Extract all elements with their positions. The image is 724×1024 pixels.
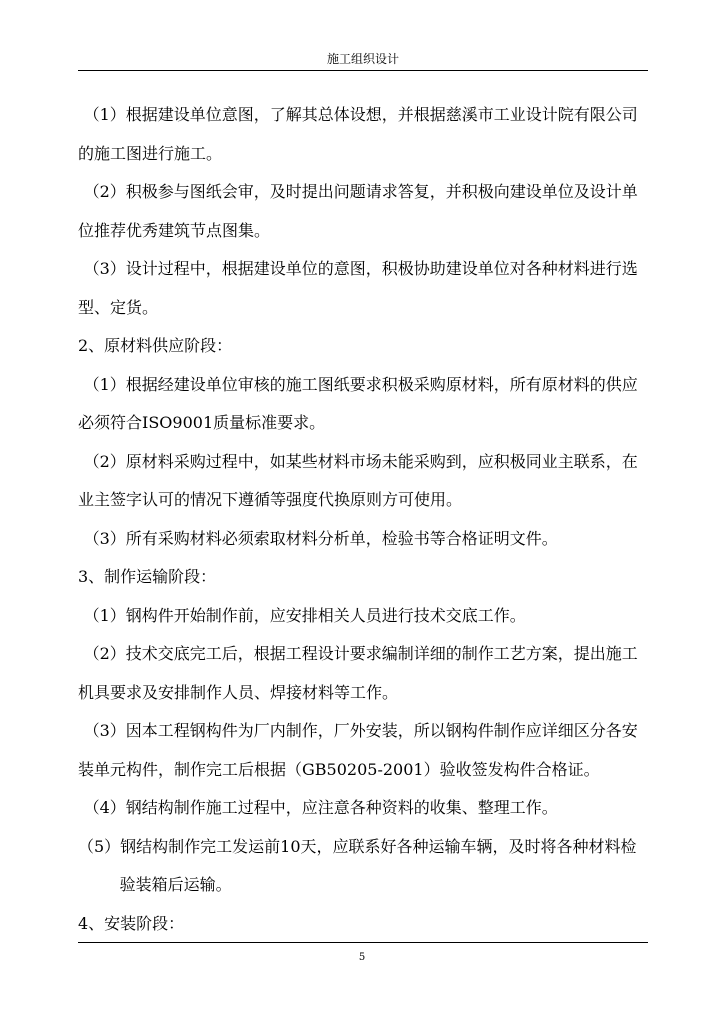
document-body [78,96,650,943]
section-heading-2: 2、原材料供应阶段： [78,336,233,355]
paragraph-3-2: （2）技术交底完工后，根据工程设计要求编制详细的制作工艺方案，提出施工机具要求及安排制作人员、焊接材料等工作。 [78,644,638,702]
paragraph-1-1: （1）根据建设单位意图，了解其总体设想，并根据慈溪市工业设计院有限公司的施工图进行施工。 [78,105,638,163]
page-number: 5 [358,952,366,963]
paragraph-2-3: （3）所有采购材料必须索取材料分析单，检验书等合格证明文件。 [83,528,558,548]
paragraph-3-3: （3）因本工程钢构件为厂内制作，厂外安装，所以钢构件制作应详细区分各安装单元构件，制作完工后根据（GB50205-2001）验收签发构件合格证。 [78,721,638,779]
footer-divider [78,942,648,943]
paragraph-1-3: （3）设计过程中，根据建设单位的意图，积极协助建设单位对各种材料进行选型、定货。 [78,259,638,317]
section-heading-3: 3、制作运输阶段： [78,567,217,586]
paragraph-2-2: （2）原材料采购过程中，如某些材料市场未能采购到，应积极同业主联系，在业主签字认可的情况下遵循等强度代换原则方可使用。 [78,451,638,509]
header-title: 施工组织设计 [326,52,399,66]
paragraph-1-2: （2）积极参与图纸会审，及时提出问题请求答复，并积极向建设单位及设计单位推荐优秀建筑节点图集。 [78,182,638,240]
page-header [78,50,648,71]
section-heading-4: 4、安装阶段： [78,913,185,933]
paragraph-3-4: （4）钢结构制作施工过程中，应注意各种资料的收集、整理工作。 [83,798,558,817]
paragraph-2-1: （1）根据经建设单位审核的施工图纸要求积极采购原材料，所有原材料的供应必须符合ISO9001质量标准要求。 [78,374,638,432]
paragraph-3-5: （5）钢结构制作完工发运前10天，应联系好各种运输车辆，及时将各种材料检验装箱后运输。 [78,836,637,894]
paragraph-3-1: （1）钢构件开始制作前，应安排相关人员进行技术交底工作。 [83,605,526,625]
